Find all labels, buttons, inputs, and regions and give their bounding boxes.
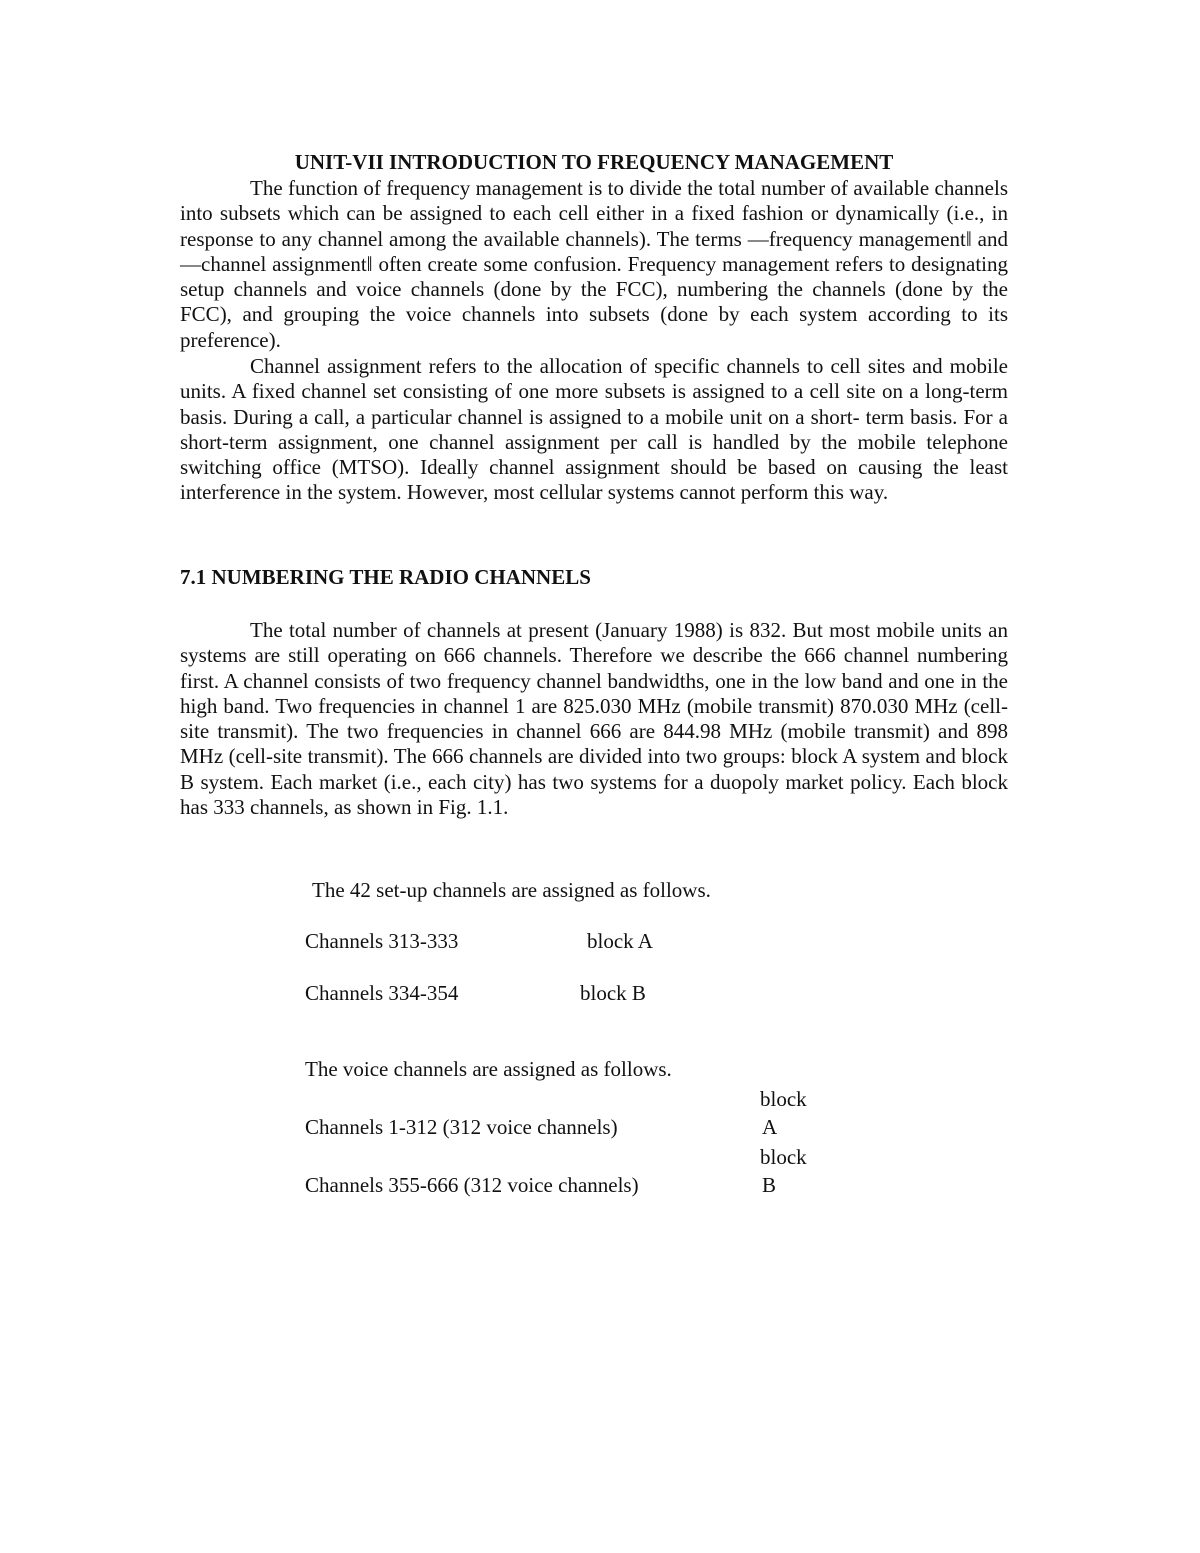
voice-channel-block-letter: B	[762, 1173, 777, 1197]
setup-channel-range: Channels 334-354	[305, 981, 459, 1005]
setup-channel-block: block B	[580, 981, 646, 1005]
setup-channel-range: Channels 313-333	[305, 929, 459, 953]
voice-channels-intro: The voice channels are assigned as follows.	[305, 1057, 672, 1081]
section-heading: 7.1 NUMBERING THE RADIO CHANNELS	[180, 565, 591, 589]
paragraph-numbering-channels: The total number of channels at present (January 1988) is 832. But most mobile units an systems are still operating on 666 channels. Therefore we describe the 666 channel numbering first. A channel consists of two frequency channel bandwidths, one in the low band and one in the high band. Two frequencies in channel 1 are 825.030 MHz (mobile transmit) 870.030 MHz (cell-site transmit). The two frequencies in channel 666 are 844.98 MHz (mobile transmit) and 898 MHz (cell-site transmit). The 666 channels are divided into two groups: block A system and block B system. Each market (i.e., each city) has two systems for a duopoly market policy. Each block has 333 channels, as shown in Fig. 1.1.	[180, 618, 1008, 820]
document-title: UNIT-VII INTRODUCTION TO FREQUENCY MANAGEMENT	[294, 150, 894, 174]
voice-channel-range: Channels 355-666 (312 voice channels)	[305, 1173, 639, 1197]
paragraph-frequency-management: The function of frequency management is to divide the total number of available channels into subsets which can be assigned to each cell either in a fixed fashion or dynamically (i.e., in response to any channel among the available channels). The terms —frequency management‖ and —channel assignment‖ often create some confusion. Frequency management refers to designating setup channels and voice channels (done by the FCC), numbering the channels (done by the FCC), and grouping the voice channels into subsets (done by each system according to its preference).	[180, 176, 1008, 352]
voice-channel-block-letter: A	[762, 1115, 778, 1139]
setup-channels-intro: The 42 set-up channels are assigned as follows.	[312, 878, 711, 902]
setup-channel-block: block A	[587, 929, 653, 953]
voice-channel-range: Channels 1-312 (312 voice channels)	[305, 1115, 618, 1139]
paragraph-channel-assignment: Channel assignment refers to the allocation of specific channels to cell sites and mobile units. A fixed channel set consisting of one more subsets is assigned to a cell site on a long-term basis. During a call, a particular channel is assigned to a mobile unit on a short- term basis. For a short-term assignment, one channel assignment per call is handled by the mobile telephone switching office (MTSO). Ideally channel assignment should be based on causing the least interference in the system. However, most cellular systems cannot perform this way.	[180, 354, 1008, 505]
voice-channel-block-word: block	[760, 1087, 807, 1111]
voice-channel-block-word: block	[760, 1145, 807, 1169]
